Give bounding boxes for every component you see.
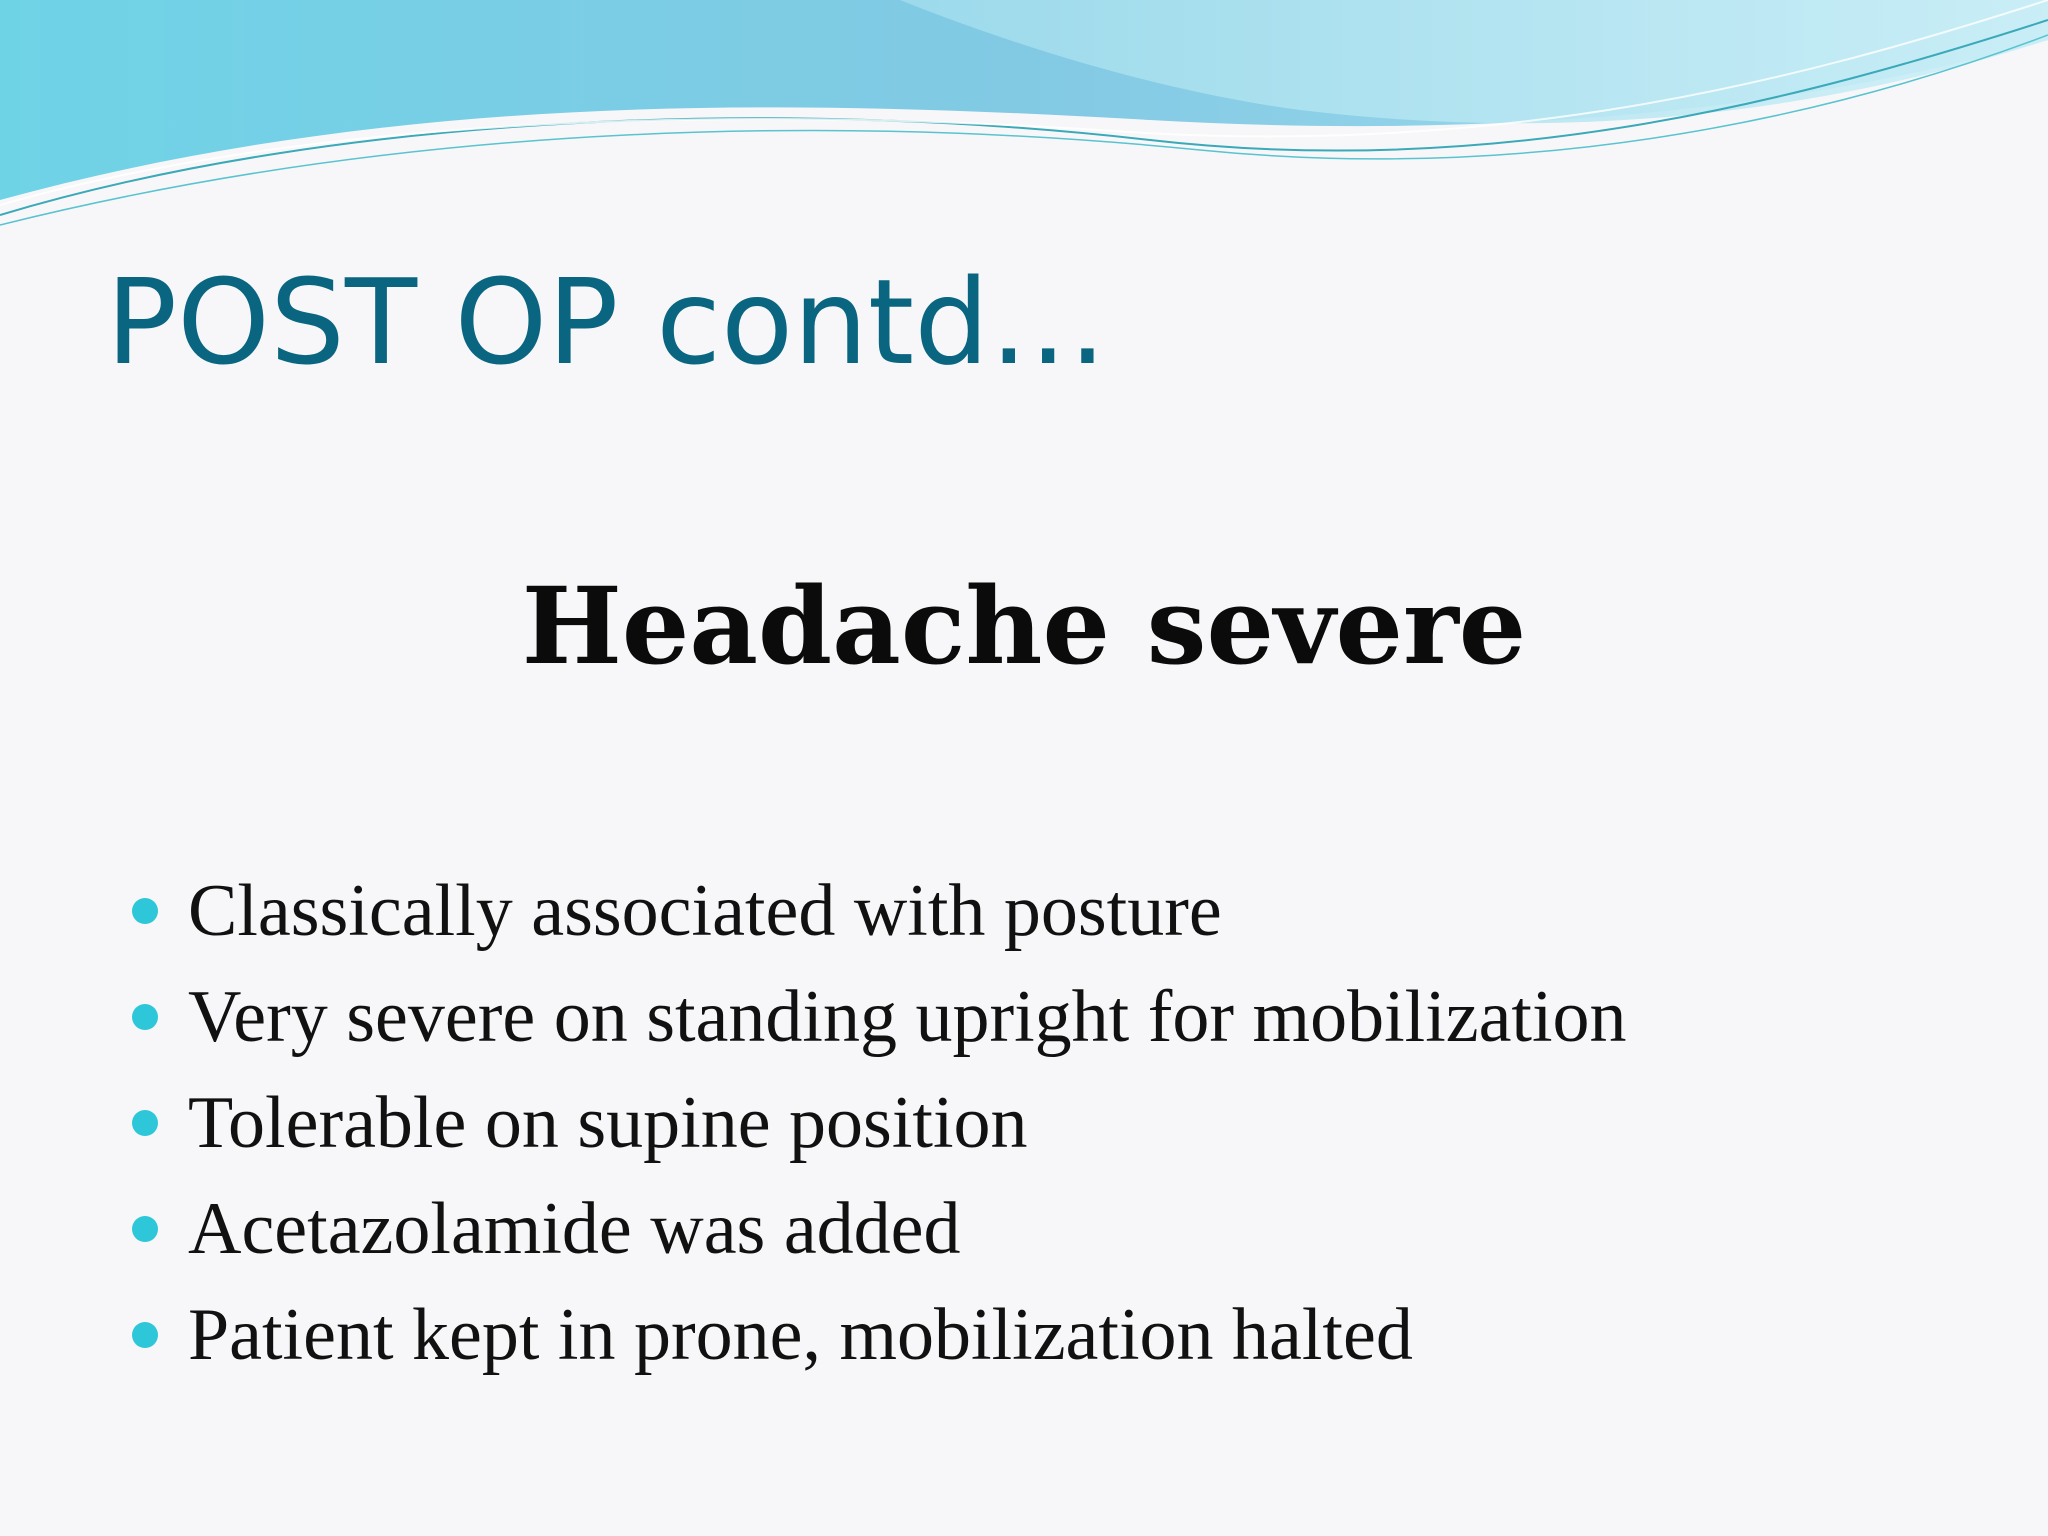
bullet-item <box>132 964 1627 1070</box>
bullet-dot-icon <box>132 1110 158 1136</box>
bullet-dot-icon <box>132 1216 158 1242</box>
bullet-text: Acetazolamide was added <box>188 1187 961 1270</box>
bullet-dot-icon <box>132 1004 158 1030</box>
bullet-item <box>132 1176 1627 1282</box>
slide-subtitle: Headache severe <box>521 563 1527 688</box>
bullet-item <box>132 858 1627 964</box>
bullet-text: Classically associated with posture <box>188 869 1222 952</box>
bullet-item <box>132 1070 1627 1176</box>
bullet-dot-icon <box>132 898 158 924</box>
slide-title: POST OP contd… <box>106 253 1108 391</box>
bullet-text: Tolerable on supine position <box>188 1081 1028 1164</box>
header-wave-decoration <box>0 0 2048 260</box>
bullet-list <box>132 858 1627 1388</box>
bullet-text: Very severe on standing upright for mobilization <box>188 975 1627 1058</box>
bullet-dot-icon <box>132 1322 158 1348</box>
bullet-item <box>132 1282 1627 1388</box>
bullet-text: Patient kept in prone, mobilization halted <box>188 1293 1413 1376</box>
